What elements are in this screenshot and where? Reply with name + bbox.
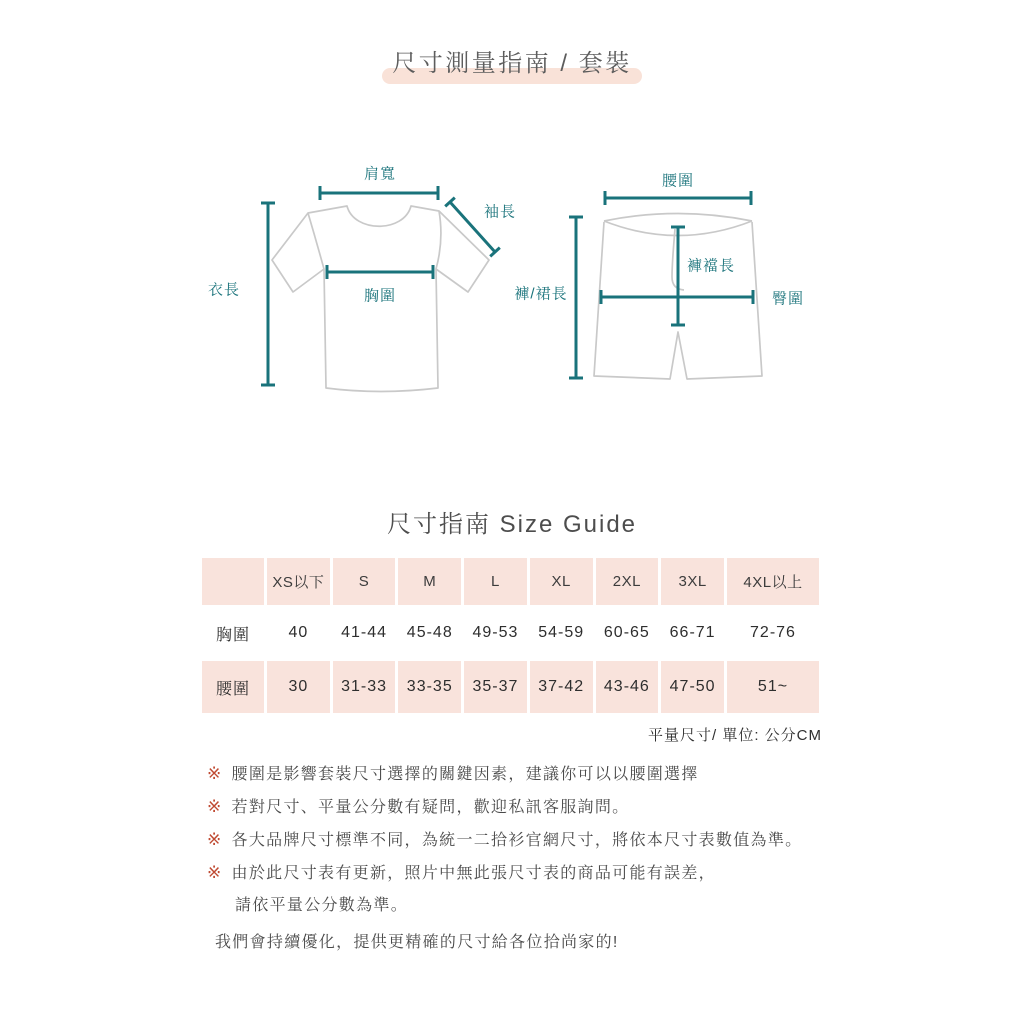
- chest-value: 60-65: [596, 607, 659, 659]
- waist-value: 30: [267, 661, 330, 713]
- units-note: 平量尺寸/ 單位: 公分CM: [648, 727, 822, 744]
- size-col-xs: XS以下: [267, 558, 330, 605]
- note-line: [207, 856, 802, 889]
- size-guide-heading: 尺寸指南 Size Guide: [386, 511, 638, 538]
- shorts-outline: [594, 214, 762, 380]
- note-line: [207, 823, 802, 856]
- reference-mark-icon: ※: [207, 797, 223, 816]
- note-text: 各大品牌尺寸標準不同，為統一二拾衫官網尺寸，將依本尺寸表數值為準。: [231, 832, 803, 849]
- waist-value: 51~: [727, 661, 819, 713]
- note-text: 腰圍是影響套裝尺寸選擇的關鍵因素，建議你可以以腰圍選擇: [231, 766, 699, 783]
- size-col-2xl: 2XL: [596, 558, 659, 605]
- chest-value: 49-53: [464, 607, 527, 659]
- size-col-blank: [202, 558, 264, 605]
- table-row-chest: [202, 607, 819, 659]
- reference-mark-icon: ※: [207, 863, 223, 882]
- reference-mark-icon: ※: [207, 764, 223, 783]
- size-col-xl: XL: [530, 558, 593, 605]
- waist-measure: [605, 191, 751, 205]
- chest-value: 54-59: [530, 607, 593, 659]
- page-title-block: [0, 49, 1024, 79]
- crotch-length-measure: [671, 227, 685, 325]
- size-col-l: L: [464, 558, 527, 605]
- chest-value: 72-76: [727, 607, 819, 659]
- chest-label: 胸圍: [363, 287, 397, 305]
- pants-length-measure: [569, 217, 583, 378]
- hip-measure: [601, 290, 753, 304]
- note-continuation: 請依平量公分數為準。: [235, 897, 409, 914]
- hip-label: 臀圍: [771, 290, 805, 308]
- size-table: [199, 556, 822, 715]
- waist-value: 37-42: [530, 661, 593, 713]
- sleeve-length-label: 袖長: [483, 203, 517, 221]
- chest-value: 66-71: [661, 607, 724, 659]
- note-line: [207, 790, 802, 823]
- closing-message: 我們會持續優化，提供更精確的尺寸給各位拾尚家的!: [215, 934, 619, 951]
- waist-value: 35-37: [464, 661, 527, 713]
- size-col-m: M: [398, 558, 461, 605]
- size-col-3xl: 3XL: [661, 558, 724, 605]
- row-label-waist: 腰圍: [202, 661, 264, 713]
- waist-value: 47-50: [661, 661, 724, 713]
- pants-length-label: 褲/裙長: [514, 285, 568, 303]
- waist-value: 43-46: [596, 661, 659, 713]
- note-text: 若對尺寸、平量公分數有疑問，歡迎私訊客服詢問。: [231, 799, 630, 816]
- garment-length-measure: [261, 203, 275, 385]
- chest-value: 45-48: [398, 607, 461, 659]
- size-table-header-row: [202, 558, 819, 605]
- table-row-waist: [202, 661, 819, 713]
- waist-label: 腰圍: [661, 172, 695, 190]
- page-title: 尺寸測量指南 / 套裝: [392, 50, 632, 77]
- row-label-chest: 胸圍: [202, 607, 264, 659]
- chest-value: 41-44: [333, 607, 396, 659]
- shoulder-width-label: 肩寬: [363, 165, 397, 183]
- chest-value: 40: [267, 607, 330, 659]
- waist-value: 33-35: [398, 661, 461, 713]
- footnotes: [207, 757, 802, 959]
- size-col-4xl: 4XL以上: [727, 558, 819, 605]
- note-line: [207, 757, 802, 790]
- note-text: 由於此尺寸表有更新，照片中無此張尺寸表的商品可能有誤差，: [231, 865, 716, 882]
- garment-length-label: 衣長: [207, 281, 241, 299]
- reference-mark-icon: ※: [207, 830, 223, 849]
- shoulder-width-measure: [320, 186, 438, 200]
- size-col-s: S: [333, 558, 396, 605]
- crotch-length-label: 褲襠長: [686, 257, 736, 275]
- chest-measure: [327, 265, 433, 279]
- waist-value: 31-33: [333, 661, 396, 713]
